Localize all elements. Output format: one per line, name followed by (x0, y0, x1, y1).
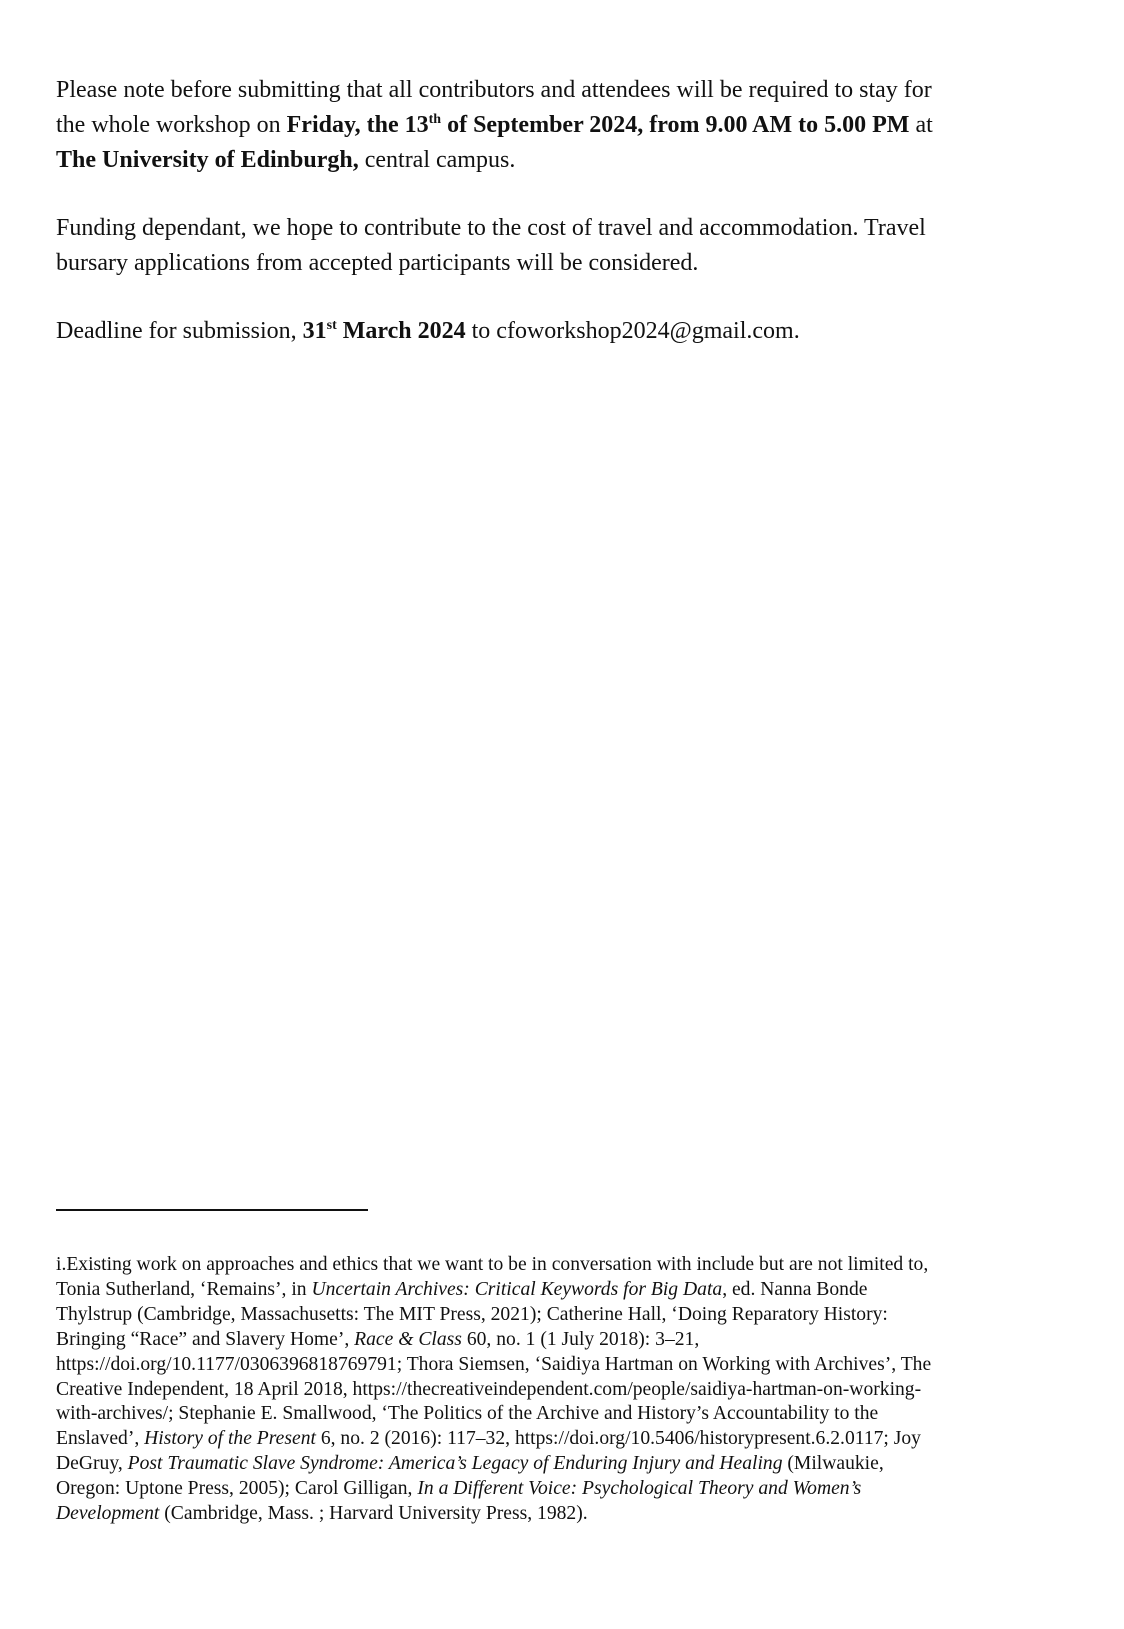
italic-text: Race & Class (354, 1328, 462, 1350)
text-segment: 60, no. 1 (1 July 2018): 3–21, (461, 1328, 700, 1350)
bold-text: of September 2024, from 9.00 AM to 5.00 PM (441, 112, 910, 138)
text-line (56, 1452, 931, 1477)
italic-text: Post Traumatic Slave Syndrome: America’s Legacy of Enduring Injury and Healing (127, 1453, 783, 1475)
text-segment: central campus. (358, 147, 516, 173)
text-segment: Tonia Sutherland, ‘Remains’, in (56, 1278, 312, 1300)
text-line (56, 1253, 931, 1278)
text-segment: Please note before submitting that all contributors and attendees will be required to stay for (56, 77, 932, 103)
text-line (56, 1402, 931, 1427)
text-segment: bursary applications from accepted participants will be considered. (56, 250, 699, 276)
italic-text: Development (56, 1503, 160, 1525)
text-line (56, 108, 933, 143)
text-segment: https://doi.org/10.1177/0306396818769791; Thora Siemsen, ‘Saidiya Hartman on Working with Archives’, The (56, 1353, 932, 1375)
text-segment: Thylstrup (Cambridge, Massachusetts: The MIT Press, 2021); Catherine Hall, ‘Doing Reparatory History: (56, 1303, 888, 1325)
bold-text: th (428, 112, 442, 127)
paragraph (56, 211, 933, 281)
text-line (56, 211, 933, 246)
bold-text: 31 (302, 318, 327, 344)
italic-text: History of the Present (144, 1428, 316, 1450)
body-text (56, 73, 933, 382)
text-segment: Bringing “Race” and Slavery Home’, (56, 1328, 355, 1350)
italic-text: Uncertain Archives: Critical Keywords for Big Data (311, 1278, 723, 1300)
text-segment: DeGruy, (56, 1453, 128, 1475)
bold-text: The University of Edinburgh, (56, 147, 359, 173)
text-segment: i.Existing work on approaches and ethics that we want to be in conversation with include but are not limited to, (56, 1254, 929, 1275)
text-line (56, 1328, 931, 1353)
italic-text: In a Different Voice: Psychological Theory and Women’s (417, 1478, 862, 1500)
text-segment: with-archives/; Stephanie E. Smallwood, ‘The Politics of the Archive and History’s Accountability to the (56, 1403, 879, 1425)
footnote-separator (56, 1209, 368, 1211)
footnote (56, 1253, 931, 1527)
text-line (56, 1378, 931, 1403)
paragraph (56, 314, 933, 349)
text-segment: , ed. Nanna Bonde (722, 1278, 868, 1300)
text-line (56, 314, 933, 349)
text-segment: Enslaved’, (56, 1428, 145, 1450)
text-line (56, 1477, 931, 1502)
text-segment: the whole workshop on (56, 112, 287, 138)
text-segment: Deadline for submission, (56, 318, 303, 344)
text-segment: to cfoworkshop2024@gmail.com. (465, 318, 800, 344)
bold-text: st (326, 318, 337, 333)
text-line (56, 1427, 931, 1452)
text-line (56, 73, 933, 108)
text-line (56, 1303, 931, 1328)
text-segment: (Cambridge, Mass. ; Harvard University Press, 1982). (159, 1503, 588, 1525)
text-segment: Oregon: Uptone Press, 2005); Carol Gilligan, (56, 1478, 418, 1500)
text-segment: 6, no. 2 (2016): 117–32, https://doi.org/10.5406/historypresent.6.2.0117; Joy (315, 1428, 921, 1450)
text-line (56, 1278, 931, 1303)
paragraph (56, 73, 933, 178)
bold-text: March 2024 (336, 318, 466, 344)
text-segment: at (909, 112, 933, 138)
text-line (56, 1353, 931, 1378)
text-segment: Creative Independent, 18 April 2018, https://thecreativeindependent.com/people/saidiya-hartman-on-working- (56, 1378, 922, 1400)
text-segment: Funding dependant, we hope to contribute to the cost of travel and accommodation. Travel (56, 215, 926, 241)
text-segment: (Milwaukie, (782, 1453, 884, 1475)
text-line (56, 1502, 931, 1527)
text-line (56, 246, 933, 281)
text-line (56, 143, 933, 178)
bold-text: Friday, the 13 (286, 112, 429, 138)
